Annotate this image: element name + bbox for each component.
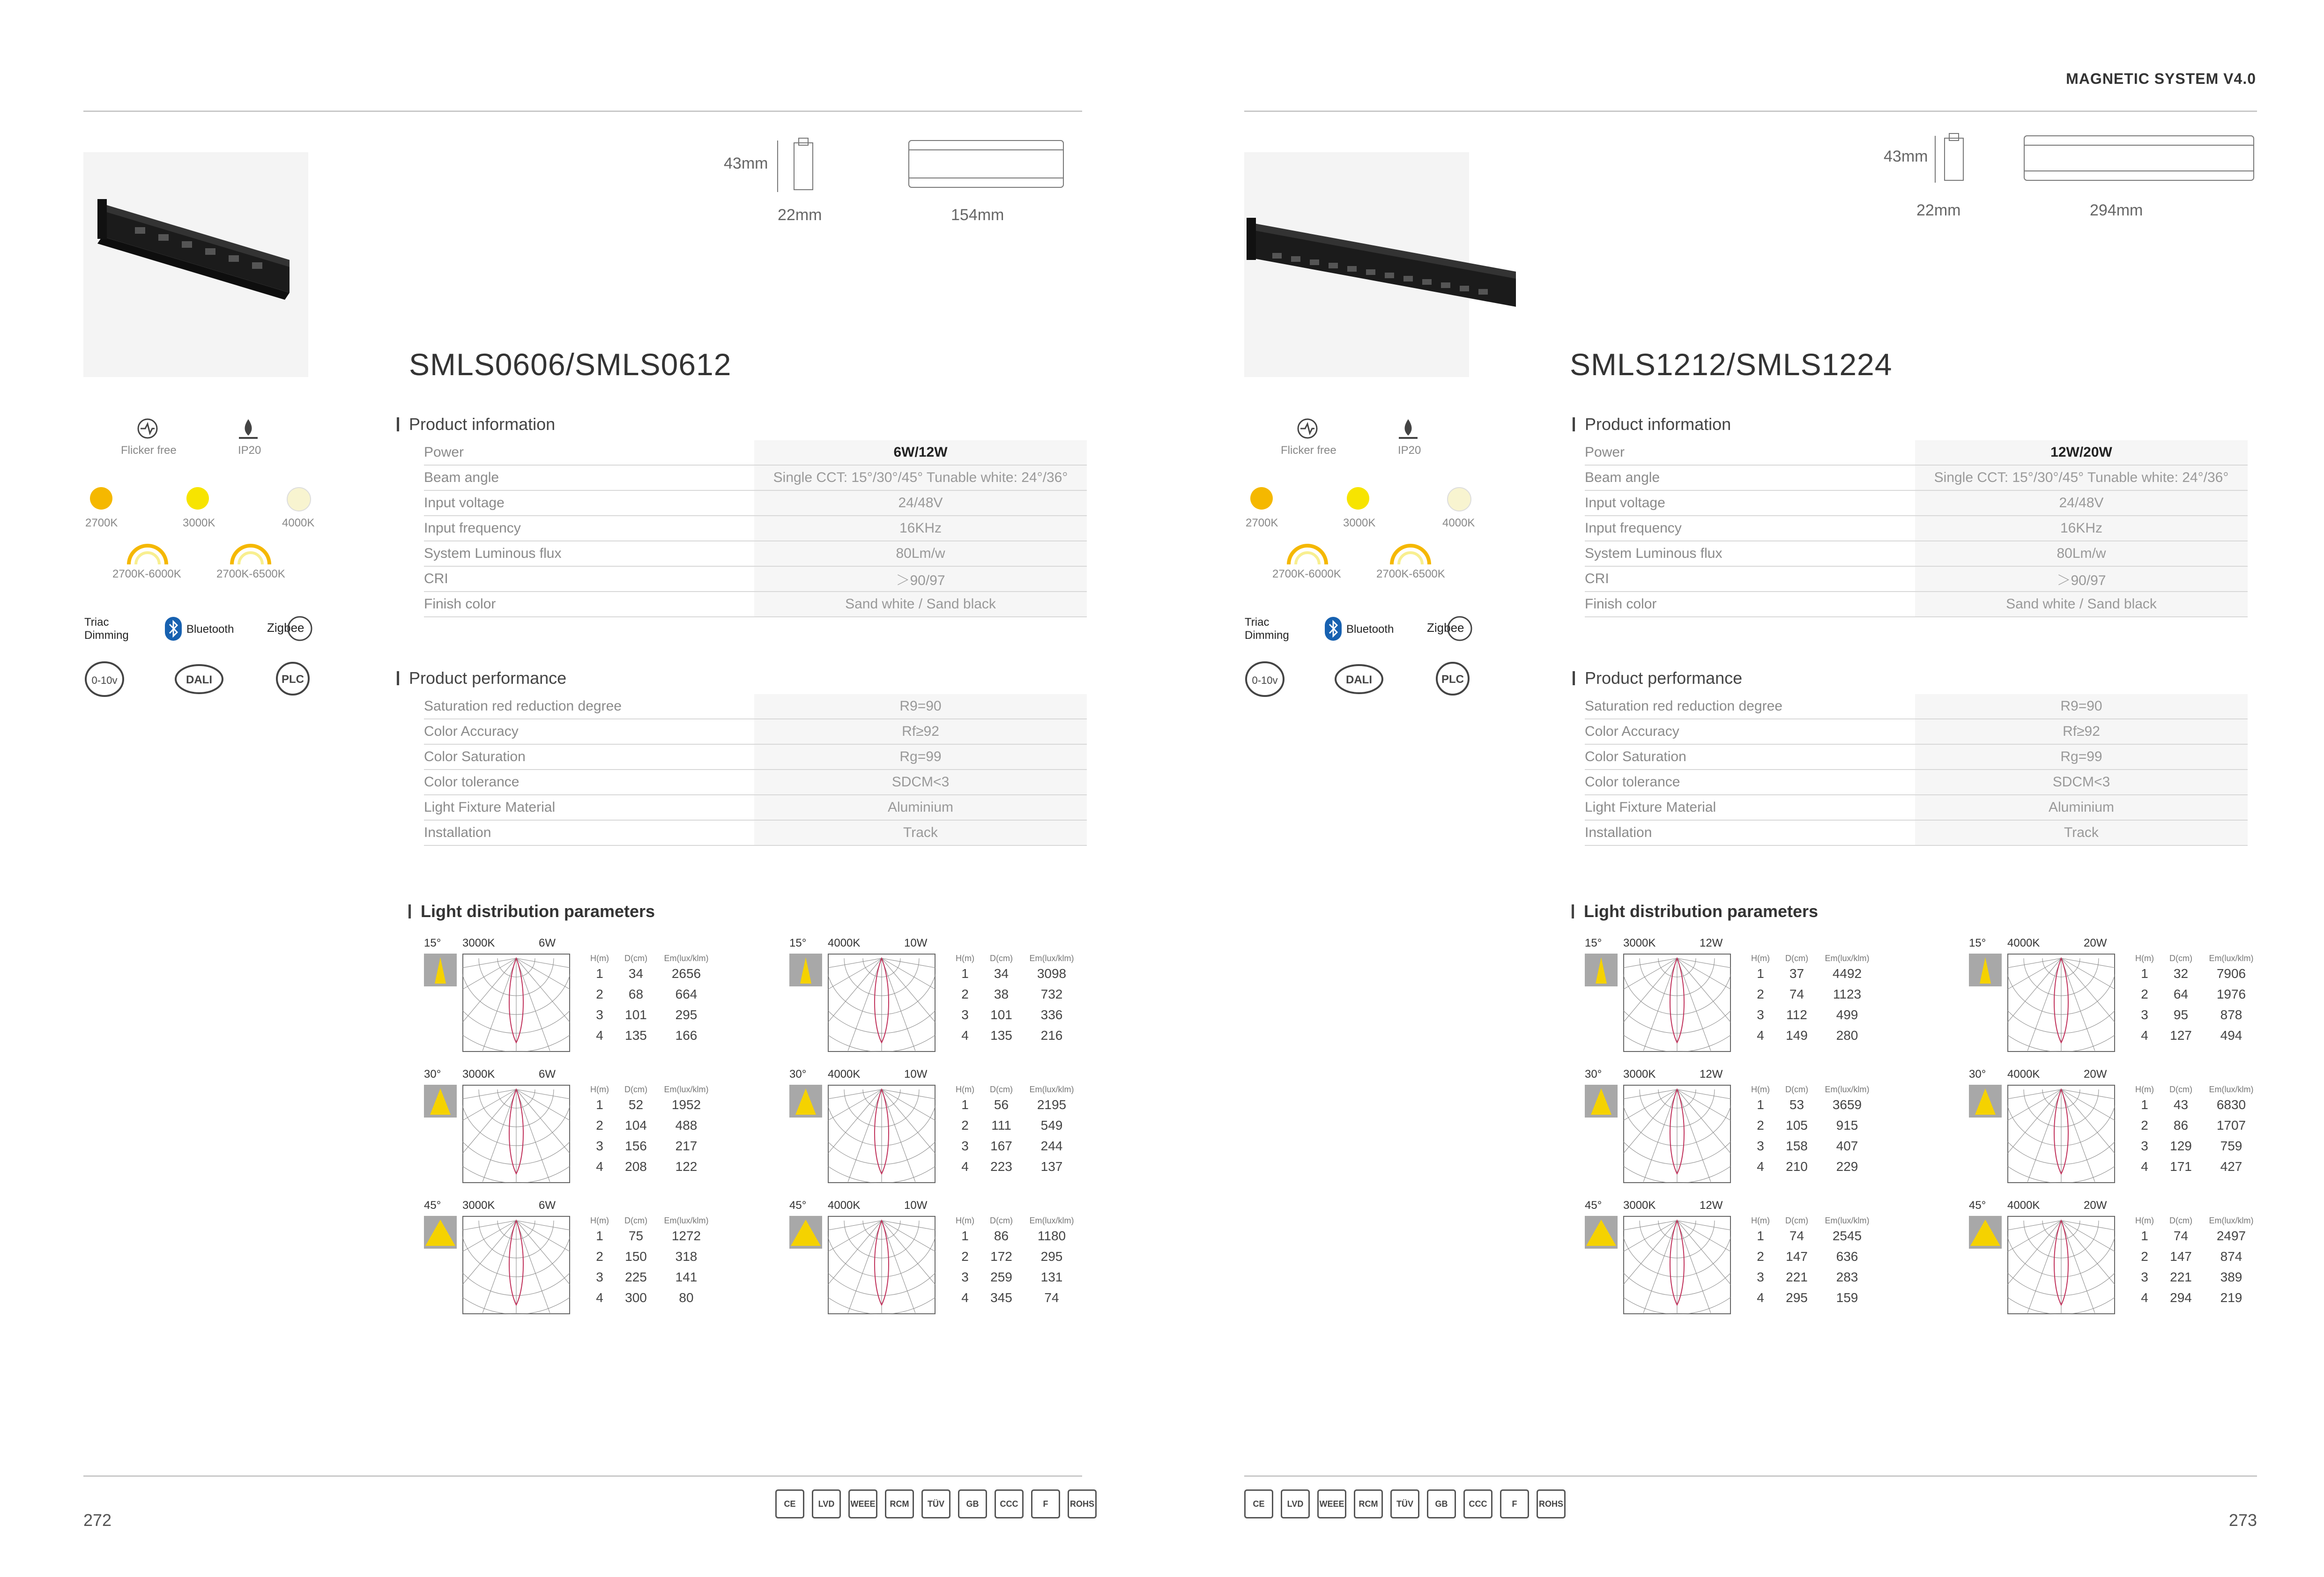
certification-mark: LVD	[812, 1489, 841, 1518]
beam-angle-label: 45°	[1969, 1199, 1986, 1212]
plc-icon	[274, 661, 312, 696]
cct-label: 4000K	[828, 937, 861, 949]
beam-icon	[789, 954, 822, 986]
dim-height: 43mm	[1884, 148, 1928, 165]
dimension-drawing	[1930, 131, 2258, 192]
zero-ten-text: 0-10v	[91, 674, 118, 686]
cct-4000-swatch	[287, 487, 311, 511]
ld-row: 3 95 878	[2141, 1007, 2242, 1022]
ld-row: 1 74 2497	[2141, 1229, 2246, 1243]
ld-row: 4 127 494	[2141, 1028, 2242, 1043]
beam-angle-label: 15°	[789, 937, 807, 949]
polar-diagram	[462, 954, 570, 1052]
power-label: 20W	[2084, 937, 2107, 949]
ld-row: 1 52 1952	[596, 1097, 701, 1112]
product-photo	[1244, 152, 1469, 377]
zigbee-label: Zigbee	[1427, 621, 1464, 635]
certification-row	[1244, 1489, 1566, 1518]
series-title: MAGNETIC SYSTEM V4.0	[2066, 70, 2256, 87]
ld-row: 3 259 131	[961, 1270, 1063, 1284]
ld-row: 4 135 216	[961, 1028, 1063, 1043]
beam-icon	[1969, 954, 2002, 986]
bluetooth-label: Bluetooth	[186, 623, 234, 636]
ld-row: 4 345 74	[961, 1290, 1059, 1305]
ld-row: 1 43 6830	[2141, 1097, 2246, 1112]
ld-row: 2 172 295	[961, 1249, 1063, 1264]
ld-row: 3 129 759	[2141, 1139, 2242, 1153]
beam-angle-label: 30°	[789, 1068, 807, 1081]
top-rule	[83, 111, 1082, 112]
page-number: 272	[83, 1510, 112, 1530]
ld-row: 2 74 1123	[1757, 987, 1862, 1001]
dali-icon	[173, 663, 225, 696]
model-name: SMLS0606/SMLS0612	[409, 347, 732, 382]
ld-row: 3 112 499	[1757, 1007, 1858, 1022]
ld-row: 2 111 549	[961, 1118, 1063, 1133]
power-label: 12W	[1700, 1199, 1723, 1212]
illuminance-table: H(m) D(cm) Em(lux/klm) 1 74 2545 2 147 636 3 221 283 4 295 159	[1744, 1216, 1878, 1308]
zero-ten-icon	[83, 660, 126, 698]
polar-diagram	[1623, 954, 1731, 1052]
product-information-title: Product information	[409, 415, 556, 434]
cct-3000-label: 3000K	[1343, 517, 1376, 529]
power-label: 6W	[539, 1068, 556, 1081]
ld-row: 4 223 137	[961, 1159, 1063, 1174]
beam-icon	[789, 1085, 822, 1118]
cct-2700-swatch	[90, 487, 112, 510]
product-information-table: Power 6W/12W Beam angle Single CCT: 15°/30°/45° Tunable white: 24°/36° Input voltage 24/48V Input frequency 16KHz System Luminous flux 80Lm/w CRI ＞90/97 Finish color Sand white / Sand black	[424, 440, 1087, 617]
polar-diagram	[2007, 1216, 2115, 1314]
beam-angle-label: 30°	[424, 1068, 441, 1081]
light-distribution-block	[789, 1199, 1131, 1311]
light-distribution-block	[424, 1199, 766, 1311]
ld-row: 1 74 2545	[1757, 1229, 1862, 1243]
beam-angle-label: 30°	[1969, 1068, 1986, 1081]
tunable-6500-icon	[227, 539, 274, 567]
bluetooth-icon	[1324, 616, 1343, 642]
certification-mark: WEEE	[848, 1489, 877, 1518]
cct-label: 3000K	[1623, 1199, 1656, 1212]
illuminance-table: H(m) D(cm) Em(lux/klm) 1 75 1272 2 150 318 3 225 141 4 300 80	[583, 1216, 717, 1308]
illuminance-table: H(m) D(cm) Em(lux/klm) 1 86 1180 2 172 295 3 259 131 4 345 74	[949, 1216, 1082, 1308]
plc-text: PLC	[1441, 673, 1464, 686]
certification-mark: ROHS	[1068, 1489, 1097, 1518]
illuminance-table: H(m) D(cm) Em(lux/klm) 1 74 2497 2 147 874 3 221 389 4 294 219	[2128, 1216, 2262, 1308]
certification-mark: CCC	[995, 1489, 1024, 1518]
zero-ten-icon	[1244, 660, 1286, 698]
ld-row: 2 86 1707	[2141, 1118, 2246, 1133]
product-photo	[83, 152, 308, 377]
ld-row: 2 147 636	[1757, 1249, 1858, 1264]
dim-width: 22mm	[778, 206, 822, 224]
certification-mark: TÜV	[921, 1489, 950, 1518]
triac-dimming-label: Triac Dimming	[1245, 616, 1289, 642]
beam-angle-label: 15°	[424, 937, 441, 949]
ip20-icon	[237, 417, 260, 440]
beam-icon	[1585, 954, 1618, 986]
ld-row: 2 68 664	[596, 987, 698, 1001]
power-label: 20W	[2084, 1199, 2107, 1212]
model-name: SMLS1212/SMLS1224	[1570, 347, 1893, 382]
ld-row: 4 208 122	[596, 1159, 698, 1174]
certification-mark: CE	[1244, 1489, 1273, 1518]
ld-row: 1 53 3659	[1757, 1097, 1862, 1112]
plc-icon	[1434, 661, 1471, 696]
cct-label: 3000K	[1623, 937, 1656, 949]
beam-angle-label: 45°	[424, 1199, 441, 1212]
tunable-6000-label: 2700K-6000K	[1272, 568, 1341, 580]
power-label: 10W	[904, 937, 928, 949]
light-distribution-title: Light distribution parameters	[1584, 902, 1819, 921]
illuminance-table: H(m) D(cm) Em(lux/klm) 1 32 7906 2 64 1976 3 95 878 4 127 494	[2128, 954, 2262, 1046]
bluetooth-label: Bluetooth	[1346, 623, 1394, 636]
flicker-free-icon	[1296, 417, 1319, 440]
cct-label: 4000K	[2007, 1199, 2040, 1212]
light-distribution-block	[1585, 1199, 1927, 1311]
certification-mark: ROHS	[1537, 1489, 1566, 1518]
ld-row: 1 34 3098	[961, 966, 1067, 981]
tunable-6500-label: 2700K-6500K	[1376, 568, 1445, 580]
light-distribution-block	[1585, 937, 1927, 1049]
cct-label: 3000K	[462, 1068, 495, 1081]
cct-label: 4000K	[828, 1199, 861, 1212]
product-information-title: Product information	[1585, 415, 1731, 434]
ld-row: 3 221 389	[2141, 1270, 2242, 1284]
tunable-6500-label: 2700K-6500K	[216, 568, 285, 580]
ld-row: 1 56 2195	[961, 1097, 1067, 1112]
ld-row: 4 294 219	[2141, 1290, 2242, 1305]
tunable-6000-icon	[1284, 539, 1331, 567]
cct-label: 4000K	[828, 1068, 861, 1081]
bottom-rule	[83, 1475, 1082, 1477]
tunable-6000-label: 2700K-6000K	[112, 568, 181, 580]
certification-mark: CE	[775, 1489, 804, 1518]
dali-text: DALI	[1346, 674, 1372, 686]
polar-diagram	[462, 1085, 570, 1183]
power-label: 20W	[2084, 1068, 2107, 1081]
triac-dimming-label: Triac Dimming	[84, 616, 129, 642]
ld-row: 4 295 159	[1757, 1290, 1858, 1305]
top-rule	[1244, 111, 2257, 112]
ld-row: 4 210 229	[1757, 1159, 1858, 1174]
dimension-drawing	[768, 136, 1068, 197]
light-distribution-block	[789, 937, 1131, 1049]
ip20-label: IP20	[238, 444, 261, 457]
light-distribution-block	[789, 1068, 1131, 1180]
illuminance-table: H(m) D(cm) Em(lux/klm) 1 34 2656 2 68 664 3 101 295 4 135 166	[583, 954, 717, 1046]
zigbee-icon	[286, 615, 314, 643]
flicker-free-label: Flicker free	[121, 444, 177, 457]
power-label: 6W	[539, 937, 556, 949]
cct-4000-label: 4000K	[282, 517, 315, 529]
ld-row: 1 37 4492	[1757, 966, 1862, 981]
polar-diagram	[2007, 1085, 2115, 1183]
product-performance-title: Product performance	[1585, 668, 1743, 688]
dim-width: 22mm	[1916, 201, 1961, 219]
illuminance-table: H(m) D(cm) Em(lux/klm) 1 52 1952 2 104 488 3 156 217 4 208 122	[583, 1085, 717, 1177]
zigbee-label: Zigbee	[267, 621, 304, 635]
light-distribution-block	[1969, 937, 2311, 1049]
ld-row: 4 135 166	[596, 1028, 698, 1043]
illuminance-table: H(m) D(cm) Em(lux/klm) 1 53 3659 2 105 915 3 158 407 4 210 229	[1744, 1085, 1878, 1177]
beam-angle-label: 45°	[789, 1199, 807, 1212]
beam-icon	[1969, 1085, 2002, 1118]
cct-label: 3000K	[462, 937, 495, 949]
certification-mark: F	[1031, 1489, 1060, 1518]
polar-diagram	[828, 1216, 936, 1314]
beam-angle-label: 15°	[1969, 937, 1986, 949]
beam-icon	[1585, 1085, 1618, 1118]
ld-row: 1 32 7906	[2141, 966, 2246, 981]
cct-2700-swatch	[1250, 487, 1273, 510]
beam-icon	[424, 954, 457, 986]
power-label: 12W	[1700, 937, 1723, 949]
ld-row: 3 101 295	[596, 1007, 698, 1022]
cct-label: 3000K	[462, 1199, 495, 1212]
certification-mark: LVD	[1281, 1489, 1310, 1518]
bluetooth-icon	[164, 616, 183, 642]
flicker-free-label: Flicker free	[1281, 444, 1336, 457]
ld-row: 2 104 488	[596, 1118, 698, 1133]
cct-label: 3000K	[1623, 1068, 1656, 1081]
ld-row: 2 105 915	[1757, 1118, 1858, 1133]
cct-3000-swatch	[186, 487, 209, 510]
ld-row: 1 75 1272	[596, 1229, 701, 1243]
ld-row: 2 38 732	[961, 987, 1063, 1001]
certification-mark: GB	[958, 1489, 987, 1518]
beam-icon	[1585, 1216, 1618, 1249]
ld-row: 3 158 407	[1757, 1139, 1858, 1153]
zigbee-icon	[1446, 615, 1474, 643]
certification-mark: WEEE	[1317, 1489, 1346, 1518]
ld-row: 3 156 217	[596, 1139, 698, 1153]
beam-angle-label: 45°	[1585, 1199, 1602, 1212]
product-performance-table: Saturation red reduction degree R9=90 Color Accuracy Rf≥92 Color Saturation Rg=99 Color tolerance SDCM<3 Light Fixture Material Aluminium Installation Track	[424, 694, 1087, 846]
illuminance-table: H(m) D(cm) Em(lux/klm) 1 37 4492 2 74 1123 3 112 499 4 149 280	[1744, 954, 1878, 1046]
illuminance-table: H(m) D(cm) Em(lux/klm) 1 56 2195 2 111 549 3 167 244 4 223 137	[949, 1085, 1082, 1177]
page-right	[1162, 0, 2324, 1577]
illuminance-table: H(m) D(cm) Em(lux/klm) 1 43 6830 2 86 1707 3 129 759 4 171 427	[2128, 1085, 2262, 1177]
cct-2700-label: 2700K	[1246, 517, 1278, 529]
ip20-icon	[1396, 417, 1420, 440]
light-distribution-block	[424, 1068, 766, 1180]
beam-icon	[1969, 1216, 2002, 1249]
polar-diagram	[1623, 1085, 1731, 1183]
cct-2700-label: 2700K	[85, 517, 118, 529]
ld-row: 2 147 874	[2141, 1249, 2242, 1264]
polar-diagram	[462, 1216, 570, 1314]
ld-row: 3 221 283	[1757, 1270, 1858, 1284]
product-information-table: Power 12W/20W Beam angle Single CCT: 15°/30°/45° Tunable white: 24°/36° Input voltage 24/48V Input frequency 16KHz System Luminous flux 80Lm/w CRI ＞90/97 Finish color Sand white / Sand black	[1585, 440, 2248, 617]
cct-label: 4000K	[2007, 937, 2040, 949]
polar-diagram	[828, 1085, 936, 1183]
power-label: 6W	[539, 1199, 556, 1212]
power-label: 10W	[904, 1068, 928, 1081]
ld-row: 1 86 1180	[961, 1229, 1066, 1243]
cct-3000-label: 3000K	[183, 517, 215, 529]
ip20-label: IP20	[1398, 444, 1421, 457]
flicker-free-icon	[136, 417, 159, 440]
ld-row: 2 150 318	[596, 1249, 698, 1264]
ld-row: 3 167 244	[961, 1139, 1063, 1153]
dali-icon	[1333, 663, 1385, 696]
page-number: 273	[2228, 1510, 2257, 1530]
plc-text: PLC	[282, 673, 304, 686]
polar-diagram	[1623, 1216, 1731, 1314]
beam-icon	[424, 1216, 457, 1249]
ld-row: 2 64 1976	[2141, 987, 2246, 1001]
dim-length: 154mm	[951, 206, 1004, 224]
tunable-6500-icon	[1387, 539, 1434, 567]
certification-mark: GB	[1427, 1489, 1456, 1518]
beam-angle-label: 15°	[1585, 937, 1602, 949]
dim-height: 43mm	[724, 155, 768, 172]
dim-length: 294mm	[2090, 201, 2143, 219]
cct-3000-swatch	[1347, 487, 1369, 510]
ld-row: 4 300 80	[596, 1290, 694, 1305]
power-label: 12W	[1700, 1068, 1723, 1081]
certification-mark: CCC	[1463, 1489, 1492, 1518]
product-performance-table: Saturation red reduction degree R9=90 Color Accuracy Rf≥92 Color Saturation Rg=99 Color tolerance SDCM<3 Light Fixture Material Aluminium Installation Track	[1585, 694, 2248, 846]
zero-ten-text: 0-10v	[1252, 674, 1278, 686]
beam-icon	[424, 1085, 457, 1118]
illuminance-table: H(m) D(cm) Em(lux/klm) 1 34 3098 2 38 732 3 101 336 4 135 216	[949, 954, 1082, 1046]
light-distribution-block	[1585, 1068, 1927, 1180]
light-distribution-block	[1969, 1199, 2311, 1311]
light-distribution-block	[424, 937, 766, 1049]
bottom-rule	[1244, 1475, 2257, 1477]
certification-mark: RCM	[1354, 1489, 1383, 1518]
certification-mark: RCM	[885, 1489, 914, 1518]
product-performance-title: Product performance	[409, 668, 567, 688]
certification-mark: F	[1500, 1489, 1529, 1518]
tunable-6000-icon	[124, 539, 171, 567]
ld-row: 4 171 427	[2141, 1159, 2242, 1174]
power-label: 10W	[904, 1199, 928, 1212]
certification-mark: TÜV	[1390, 1489, 1419, 1518]
ld-row: 1 34 2656	[596, 966, 701, 981]
ld-row: 3 225 141	[596, 1270, 698, 1284]
ld-row: 4 149 280	[1757, 1028, 1858, 1043]
ld-row: 3 101 336	[961, 1007, 1063, 1022]
cct-4000-swatch	[1447, 487, 1471, 511]
polar-diagram	[2007, 954, 2115, 1052]
cct-4000-label: 4000K	[1442, 517, 1475, 529]
beam-icon	[789, 1216, 822, 1249]
polar-diagram	[828, 954, 936, 1052]
light-distribution-title: Light distribution parameters	[421, 902, 655, 921]
beam-angle-label: 30°	[1585, 1068, 1602, 1081]
cct-label: 4000K	[2007, 1068, 2040, 1081]
dali-text: DALI	[186, 674, 212, 686]
light-distribution-block	[1969, 1068, 2311, 1180]
certification-row	[775, 1489, 1097, 1518]
